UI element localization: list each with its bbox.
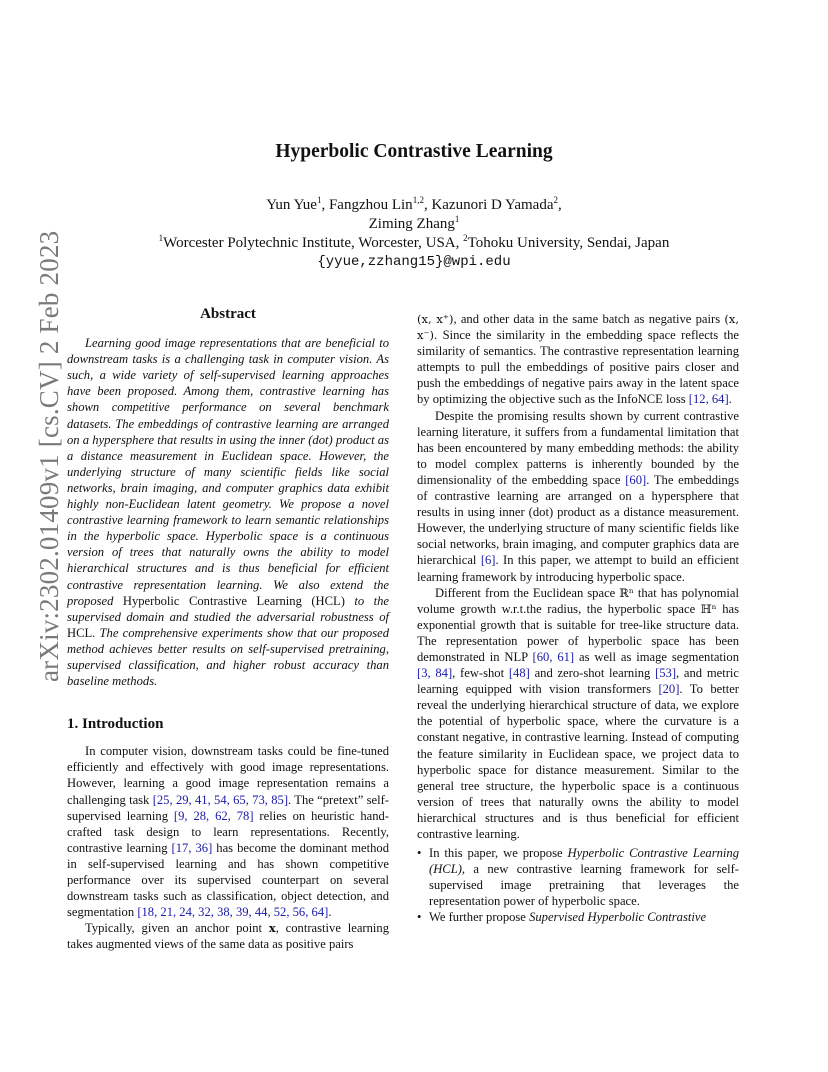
- citation-link[interactable]: [18, 21, 24, 32, 38, 39, 44, 52, 56, 64]: [137, 905, 329, 920]
- author-line-2: [0, 215, 828, 234]
- abstract-text: [67, 335, 389, 689]
- citation-link[interactable]: [25, 29, 41, 54, 65, 73, 85]: [152, 792, 289, 807]
- text-run: Typically, given an anchor point: [85, 921, 263, 936]
- math-expression: (x, x⁻): [417, 312, 739, 343]
- text-run: . In this paper, we attempt to build an efficient learning framework by introducing hyperbolic space.: [417, 553, 739, 584]
- citation-link[interactable]: [17, 36]: [171, 840, 213, 855]
- author-name: Yun Yue: [266, 197, 317, 213]
- text-run: Different from the Euclidean space: [435, 585, 616, 600]
- text-run: has become the dominant method in self-supervised learning and has shown competitive performance over its supervised counterpart on several downstream tasks such as classification, object detection, and segmentation: [67, 840, 389, 920]
- math-symbol: ℝⁿ: [619, 585, 634, 600]
- citation-link[interactable]: [60]: [625, 472, 647, 487]
- author-affiliation-mark: 2: [553, 195, 558, 205]
- author-affiliation-mark: 1: [316, 195, 322, 205]
- citation-link[interactable]: [48]: [508, 666, 530, 681]
- text-run: and zero-shot learning: [534, 666, 651, 681]
- author-line-1: Yun Yue$^1$, Fangzhou Lin$^{1,2}$, Kazunori D Yamada$^2$,: [266, 195, 562, 213]
- text-run: We further propose: [429, 910, 526, 925]
- text-run: as well as image segmentation: [579, 649, 740, 664]
- author-affiliation-mark: 1,2: [412, 195, 424, 205]
- text-run: , and metric learning equipped with vision transformers: [417, 666, 739, 697]
- author-name: Fangzhou Lin: [328, 197, 413, 213]
- text-run: . Since the similarity in the embedding space reflects the similarity of semantics. The contrastive representation learning attempts to pull the embeddings of positive pairs closer and push the embeddings of negative pairs away in the latent space by optimizing the objective such as the InfoNCE loss: [417, 328, 739, 407]
- math-symbol: x: [268, 921, 276, 936]
- right-column: [417, 311, 739, 926]
- left-column: [67, 306, 389, 952]
- math-symbol: ℍⁿ: [700, 601, 717, 616]
- author-name: Kazunori D Yamada: [431, 197, 554, 213]
- text-run: , a new contrastive learning framework for self-supervised image pretraining that leverages the representation power of hyperbolic space.: [429, 862, 739, 909]
- intro-paragraph-2: [67, 920, 389, 952]
- text-run: . The “pretext” self-supervised learning: [67, 792, 390, 823]
- text-run: Despite the promising results shown by current contrastive learning literature, it suffers from a fundamental limitation that has been encountered by many embedding methods: the ability to model complex patterns is inherently bounded by the dimensionality of the embedding space: [417, 408, 739, 487]
- author-name: Ziming Zhang: [368, 216, 455, 232]
- text-run: . The embeddings of contrastive learning are arranged on a hypersphere that results in using inner (dot) product as a distance measurement. However, the underlying structure of many scientific fields like social networks, brain imaging, and computer graphics data are hierarchical: [417, 472, 739, 568]
- author-email[interactable]: {yyue,zzhang15}@wpi.edu: [317, 254, 511, 270]
- abstract-method-abbrev: HCL: [67, 625, 93, 640]
- arxiv-identifier: arXiv:2302.01409v1 [cs.CV] 2 Feb 2023: [34, 230, 64, 682]
- emphasis: Supervised Hyperbolic Contrastive: [529, 910, 707, 925]
- text-run: that has polynomial volume growth w.r.t.the radius, the hyperbolic space: [417, 585, 739, 616]
- text-run: . To better reveal the underlying hierarchical structure of data, we explore the potential of hyperbolic space, where the curvature is a constant negative, in contrastive learning. Instead of computing the feature similarity in Euclidean space, we project data to hyperbolic space for distance measurement. Similar to the general tree structure, the hyperbolic space is a continuous version of trees that naturally owns the ability to model hierarchical structures and is thus beneficial for efficient contrastive learning.: [417, 682, 739, 841]
- math-expression: (x, x⁺): [417, 312, 454, 326]
- citation-link[interactable]: [12, 64]: [688, 392, 729, 407]
- citation-link[interactable]: [3, 84]: [417, 666, 453, 681]
- author-block: [0, 196, 828, 272]
- abstract-method-name: Hyperbolic Contrastive Learning (HCL): [122, 593, 345, 608]
- citation-link[interactable]: [6]: [480, 553, 496, 568]
- affiliation-mark: 2: [463, 233, 468, 243]
- text-run: .: [328, 905, 332, 920]
- intro-paragraph-3: [417, 311, 739, 408]
- text-run: In this paper, we propose: [429, 846, 563, 861]
- abstract-part: to the supervised domain and studied the adversarial robustness of: [67, 593, 389, 624]
- citation-link[interactable]: [60, 61]: [532, 649, 575, 664]
- citation-link[interactable]: [53]: [655, 666, 677, 681]
- intro-paragraph-1: [67, 743, 389, 920]
- text-run: In computer vision, downstream tasks could be fine-tuned efficiently and effectively with good image representations. However, learning a good image representation remains a challenging task: [67, 744, 389, 807]
- citation-link[interactable]: [9, 28, 62, 78]: [173, 808, 254, 823]
- paper-title: Hyperbolic Contrastive Learning: [275, 141, 553, 162]
- affiliation-text: Tohoku University, Sendai, Japan: [467, 235, 670, 251]
- emphasis: Hyperbolic Contrastive Learning (HCL): [429, 846, 739, 877]
- author-affiliation-mark: 1: [454, 214, 460, 224]
- intro-paragraph-5: [417, 585, 739, 843]
- text-run: , few-shot: [452, 666, 505, 681]
- contribution-list: [417, 845, 739, 925]
- list-item: [417, 845, 739, 909]
- affiliation-text: Worcester Polytechnic Institute, Worcester, USA,: [163, 235, 460, 251]
- abstract-heading: Abstract: [200, 306, 256, 322]
- abstract-part: Learning good image representations that are beneficial to downstream tasks is a challenging task in computer vision. As such, a wide variety of self-supervised learning approaches have been proposed. Among them, contrastive learning has shown competitive performance on several benchmark datasets. The embeddings of contrastive learning are arranged on a hypersphere that results in using the inner (dot) product as a distance measurement in Euclidean space. However, the underlying structure of many scientific fields like social networks, brain imaging, and computer graphics data exhibit highly non-Euclidean latent geometry. We propose a novel contrastive learning framework to learn semantic relationships in the hyperbolic space. Hyperbolic space is a continuous version of trees that naturally owns the ability to model hierarchical structures and is thus beneficial for efficient contrastive representation learning. We also extend the proposed: [67, 336, 389, 608]
- intro-paragraph-4: [417, 408, 739, 585]
- text-run: has exponential growth that is suitable for tree-like structure data. The representation power of hyperbolic space has been demonstrated in NLP: [417, 601, 740, 664]
- list-item: [417, 909, 739, 925]
- affiliations: [0, 234, 828, 253]
- abstract-part: . The comprehensive experiments show that our proposed method achieves better results on self-supervised pretraining, supervised classification, and higher robust accuracy than baseline methods.: [67, 625, 389, 689]
- text-run: , and other data in the same batch as negative pairs: [453, 312, 721, 326]
- text-run: .: [728, 392, 732, 407]
- text-run: , contrastive learning takes augmented views of the same data as positive pairs: [67, 921, 390, 952]
- citation-link[interactable]: [20]: [658, 682, 680, 697]
- text-run: relies on heuristic hand-crafted task design to learn representations. Recently, contrastive learning: [67, 808, 390, 855]
- section-heading-introduction: 1. Introduction: [67, 716, 164, 733]
- affiliation-mark: 1: [158, 233, 164, 243]
